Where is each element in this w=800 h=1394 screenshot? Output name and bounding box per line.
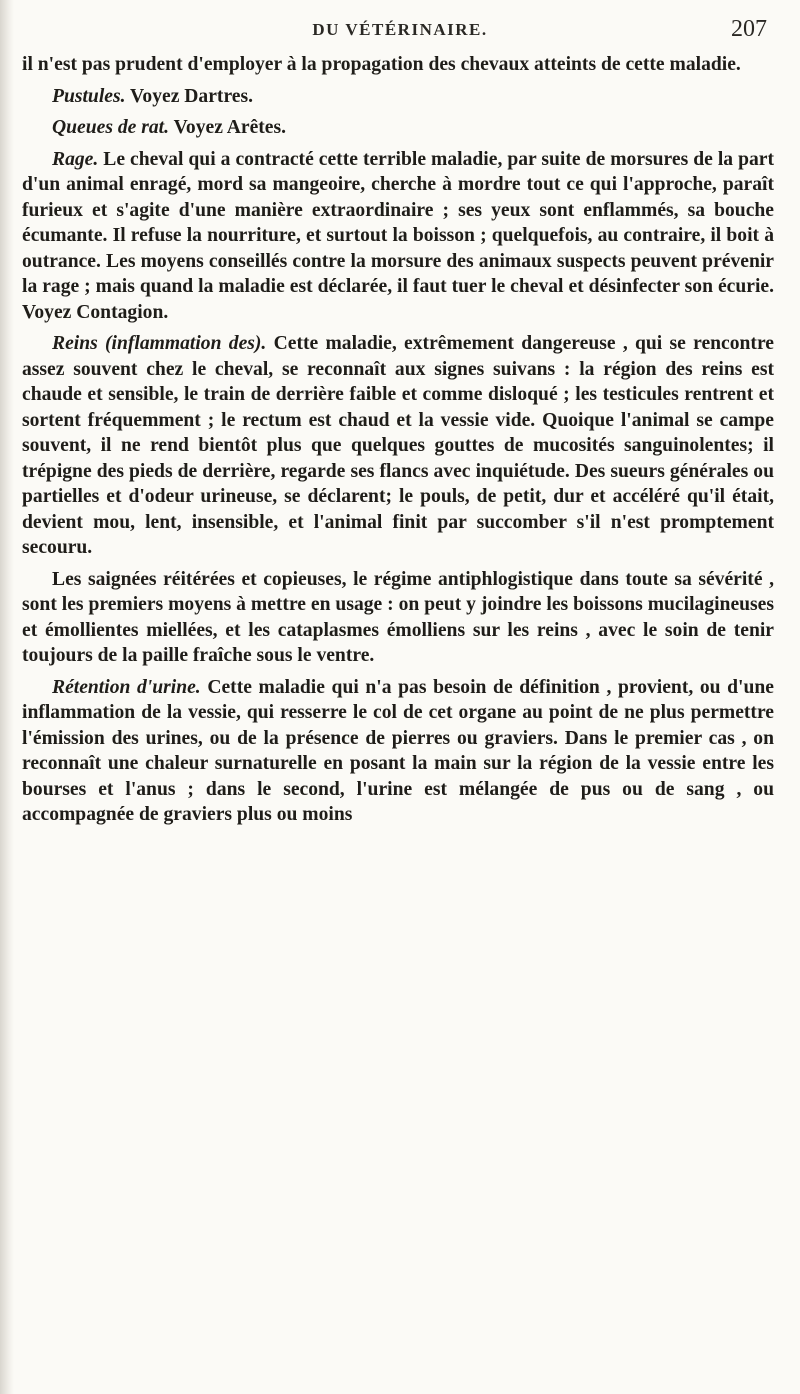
running-title: DU VÉTÉRINAIRE. xyxy=(312,20,488,39)
entry-text: Le cheval qui a contracté cette terrible maladie, par suite de morsures de la part d'un animal enragé, mord sa mangeoire, cherche à mordre tout ce qui l'approche, paraît furieux et s'agite d'une manière extraordinaire ; ses yeux sont enflammés, sa bouche écumante. Il refuse la nourriture, et surtout la boisson ; quelquefois, au contraire, il boit à outrance. Les moyens conseillés contre la morsure des animaux suspects peuvent prévenir la rage ; mais quand la maladie est déclarée, il faut tuer le cheval et désinfecter son écurie. Voyez Contagion. xyxy=(22,148,774,323)
entry-term: Pustules. xyxy=(52,85,126,107)
entry-term: Reins (inflammation des). xyxy=(52,333,267,354)
paragraph-treatment xyxy=(22,567,774,669)
entry-retention-urine xyxy=(22,675,774,828)
paragraph-text: il n'est pas prudent d'employer à la propagation des chevaux atteints de cette maladie. xyxy=(22,54,741,75)
entry-term: Rage. xyxy=(52,148,99,170)
entry-term: Rétention d'urine. xyxy=(52,676,201,698)
entry-text: Voyez Arêtes. xyxy=(173,117,287,138)
page-number: 207 xyxy=(731,16,767,42)
entry-text: Cette maladie, extrêmement dangereuse , qui se rencontre assez souvent chez le cheval, se reconnaît aux signes suivans : la région des reins est chaude et sensible, le train de derrière faible et comme disloqué ; les testicules rentrent et sortent fréquemment ; le rectum est chaud et la vessie vide. Quoique l'animal se campe souvent, il ne rend bientôt plus que quelques gouttes de mucosités sanguinolentes; il trépigne des pieds de derrière, regarde ses flancs avec inquiétude. Des sueurs générales ou partielles et d'odeur urineuse, se déclarent; le pouls, de petit, dur et accéléré qu'il était, devient mou, lent, insensible, et l'animal finit par succomber s'il n'est promptement secouru. xyxy=(22,333,774,558)
entry-queues-de-rat xyxy=(22,115,774,141)
entry-term: Queues de rat. xyxy=(52,117,170,138)
body-text xyxy=(22,52,774,834)
paragraph-text: Les saignées réitérées et copieuses, le régime antiphlogistique dans toute sa sévérité , sont les premiers moyens à mettre en usage : on peut y joindre les boissons mucilagineuses et émollientes miellées, et les cataplasmes émolliens sur les reins , avec le soin de tenir toujours de la paille fraîche sous le ventre. xyxy=(22,568,774,666)
entry-text: Cette maladie qui n'a pas besoin de définition , provient, ou d'une inflammation de la vessie, qui resserre le col de cet organe au point de ne plus permettre l'émission des urines, ou de la présence de pierres ou graviers. Dans le premier cas , on reconnaît une chaleur surnaturelle en posant la main sur la région de la vessie entre les bourses et l'anus ; dans le second, l'urine est mélangée de pus ou de sang , ou accompagnée de graviers plus ou moins xyxy=(22,676,774,825)
entry-text: Voyez Dartres. xyxy=(130,85,254,107)
paragraph-continuation xyxy=(22,52,774,78)
entry-pustules xyxy=(22,84,774,110)
page-gutter-shadow xyxy=(0,0,14,1394)
running-head xyxy=(0,16,800,46)
entry-reins xyxy=(22,331,774,561)
entry-rage xyxy=(22,147,774,326)
